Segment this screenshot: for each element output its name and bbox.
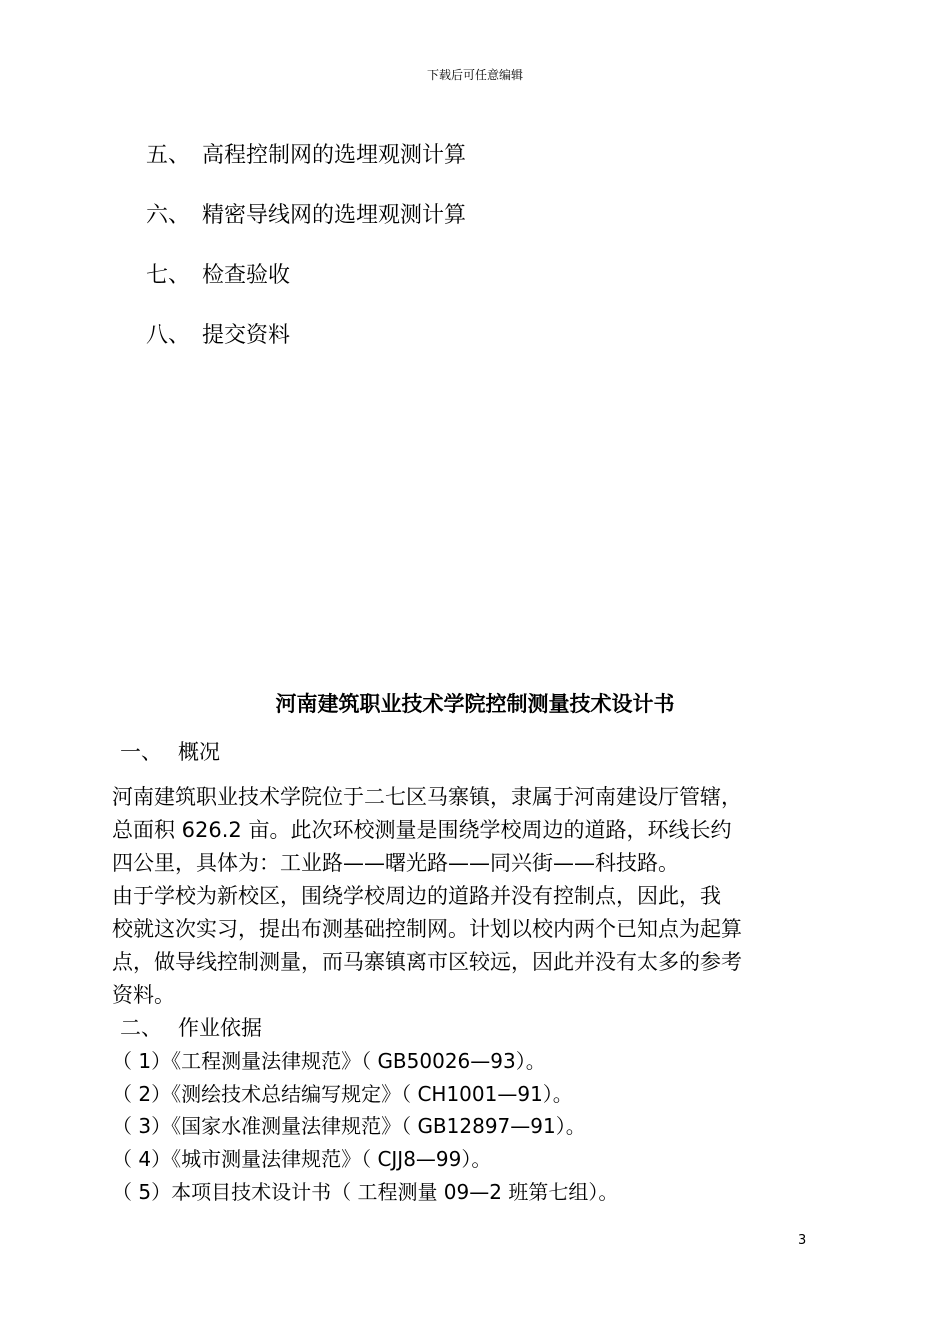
toc-number: 五、 bbox=[146, 143, 191, 168]
reference-item: （ 5）本项目技术设计书（ 工程测量 09—2 班第七组）。 bbox=[112, 1180, 619, 1204]
toc-text: 高程控制网的选埋观测计算 bbox=[202, 143, 467, 168]
reference-item: （ 2）《测绘技术总结编写规定》（ CH1001—91）。 bbox=[112, 1082, 573, 1106]
toc-number: 八、 bbox=[146, 323, 191, 348]
paragraph-line: 总面积 626.2 亩。此次环校测量是围绕学校周边的道路，环线长约 bbox=[112, 818, 732, 842]
toc-item bbox=[146, 318, 290, 349]
toc-text: 提交资料 bbox=[202, 323, 291, 348]
reference-item: （ 1）《工程测量法律规范》（ GB50026—93）。 bbox=[112, 1049, 546, 1073]
toc-number: 七、 bbox=[146, 263, 191, 288]
paragraph-line: 四公里，具体为：工业路——曙光路——同兴街——科技路。 bbox=[112, 851, 679, 875]
toc-text: 检查验收 bbox=[202, 263, 291, 288]
section-heading bbox=[120, 736, 220, 766]
toc-number: 六、 bbox=[146, 203, 191, 228]
toc-item bbox=[146, 258, 290, 289]
header-note: 下载后可任意编辑 bbox=[426, 68, 523, 82]
toc-item bbox=[146, 138, 466, 169]
paragraph-line: 资料。 bbox=[112, 983, 175, 1007]
toc-text: 精密导线网的选埋观测计算 bbox=[202, 203, 467, 228]
section-heading bbox=[120, 1012, 262, 1042]
section-title: 概况 bbox=[178, 740, 220, 764]
reference-item: （ 3）《国家水准测量法律规范》（ GB12897—91）。 bbox=[112, 1114, 586, 1138]
section-number: 一、 bbox=[120, 740, 162, 764]
toc-item bbox=[146, 198, 466, 229]
paragraph-line: 由于学校为新校区，围绕学校周边的道路并没有控制点，因此，我 bbox=[112, 884, 721, 908]
paragraph-line: 河南建筑职业技术学院位于二七区马寨镇，隶属于河南建设厅管辖， bbox=[112, 785, 742, 809]
section-number: 二、 bbox=[120, 1016, 162, 1040]
document-title: 河南建筑职业技术学院控制测量技术设计书 bbox=[275, 692, 675, 716]
page-number: 3 bbox=[798, 1233, 807, 1248]
section-title: 作业依据 bbox=[178, 1016, 262, 1040]
paragraph-line: 点，做导线控制测量，而马寨镇离市区较远，因此并没有太多的参考 bbox=[112, 950, 742, 974]
paragraph-line: 校就这次实习，提出布测基础控制网。计划以校内两个已知点为起算 bbox=[112, 917, 742, 941]
reference-item: （ 4）《城市测量法律规范》（ CJJ8—99）。 bbox=[112, 1147, 492, 1171]
